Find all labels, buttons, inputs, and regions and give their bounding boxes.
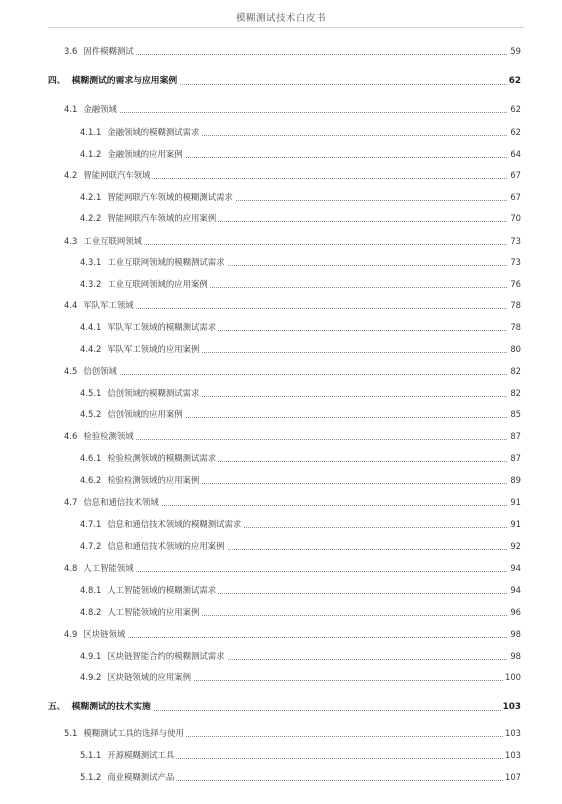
toc-entry-title: 信息和通信技术领域: [83, 497, 159, 507]
toc-entry-number: 4.2: [64, 170, 78, 180]
toc-entry[interactable]: [0, 605, 562, 619]
toc-leader-dots: [64, 637, 521, 638]
toc-entry-number: 4.9.2: [80, 672, 102, 682]
toc-entry[interactable]: [0, 670, 562, 684]
toc-entry[interactable]: [0, 320, 562, 334]
toc-entry-title: 检验检测领域的应用案例: [107, 475, 200, 485]
toc-entry-label: [64, 726, 186, 740]
toc-entry-title: 信息和通信技术领域的模糊测试需求: [107, 519, 242, 529]
toc-entry-title: 区块链领域的应用案例: [107, 672, 192, 682]
toc-entry-label: [64, 234, 144, 248]
toc-entry-title: 信息和通信技术领域的应用案例: [107, 541, 225, 551]
toc-entry-number: 4.4: [64, 300, 78, 310]
toc-page-number: 70: [510, 213, 521, 223]
toc-page-number: 94: [510, 563, 521, 573]
toc-entry-title: 智能网联汽车领域的模糊测试需求: [107, 192, 233, 202]
toc-entry[interactable]: [0, 473, 562, 487]
toc-entry[interactable]: [0, 517, 562, 531]
toc-entry-title: 军队军工领域的模糊测试需求: [107, 322, 217, 332]
toc-page-number: 87: [510, 431, 521, 441]
toc-entry-number: 4.3.2: [80, 279, 102, 289]
toc-entry-title: 商业模糊测试产品: [107, 772, 175, 782]
toc-entry-label: [80, 770, 176, 784]
toc-entry-title: 人工智能领域的应用案例: [107, 607, 200, 617]
toc-entry-title: 金融领域的模糊测试需求: [107, 127, 200, 137]
toc-entry[interactable]: [0, 726, 562, 740]
toc-page-number: 73: [510, 257, 521, 267]
toc-page-number: 76: [510, 279, 521, 289]
toc-page-number: 59: [510, 46, 521, 56]
toc-entry-number: 4.4.1: [80, 322, 102, 332]
toc-entry-label: [64, 495, 161, 509]
toc-entry-number: 五、: [48, 702, 66, 712]
toc-entry-title: 工业互联网领域的模糊测试需求: [107, 257, 225, 267]
toc-page-number: 87: [510, 453, 521, 463]
toc-entry-number: 四、: [48, 76, 66, 86]
toc-entry[interactable]: [0, 211, 562, 225]
toc-entry[interactable]: [0, 342, 562, 356]
toc-entry[interactable]: [0, 298, 562, 312]
toc-entry-title: 模糊测试工具的选择与使用: [83, 728, 184, 738]
toc-entry-number: 4.9: [64, 629, 78, 639]
toc-entry-title: 固件模糊测试: [83, 46, 134, 56]
toc-entry[interactable]: [0, 748, 562, 762]
toc-entry[interactable]: [0, 583, 562, 597]
toc-entry-title: 智能网联汽车领域的应用案例: [107, 213, 217, 223]
toc-entry-label: [80, 190, 235, 204]
toc-entry-label: [80, 407, 185, 421]
toc-entry-number: 4.6.2: [80, 475, 102, 485]
toc-entry[interactable]: [0, 561, 562, 575]
toc-page-number: 62: [508, 76, 521, 86]
toc-entry-number: 4.5: [64, 366, 78, 376]
toc-entry-title: 检验检测领域: [83, 431, 134, 441]
toc-entry-label: [80, 320, 218, 334]
toc-entry-number: 4.5.2: [80, 409, 102, 419]
toc-entry[interactable]: [0, 539, 562, 553]
toc-entry[interactable]: [0, 44, 562, 58]
toc-entry[interactable]: [0, 190, 562, 204]
toc-entry-title: 金融领域的应用案例: [107, 149, 183, 159]
toc-page-number: 91: [510, 497, 521, 507]
toc-entry[interactable]: [0, 277, 562, 291]
toc-page-number: 103: [502, 702, 521, 712]
toc-entry-number: 4.8.2: [80, 607, 102, 617]
toc-entry[interactable]: [0, 770, 562, 784]
toc-entry[interactable]: [0, 125, 562, 139]
toc-chapter-entry[interactable]: [0, 74, 562, 88]
toc-entry-title: 金融领域: [83, 104, 117, 114]
toc-entry-label: [80, 211, 218, 225]
toc-page-number: 94: [510, 585, 521, 595]
toc-page-number: 91: [510, 519, 521, 529]
toc-entry-label: [80, 125, 201, 139]
toc-entry-title: 人工智能领域的模糊测试需求: [107, 585, 217, 595]
toc-entry-label: [64, 364, 119, 378]
header-divider: [48, 27, 524, 28]
toc-entry-label: [80, 539, 227, 553]
toc-page-number: 80: [510, 344, 521, 354]
toc-entry-number: 5.1.2: [80, 772, 102, 782]
toc-entry[interactable]: [0, 495, 562, 509]
toc-page-number: 98: [510, 651, 521, 661]
toc-entry-label: [80, 517, 243, 531]
toc-entry-title: 信创领域: [83, 366, 117, 376]
toc-entry-title: 军队军工领域的应用案例: [107, 344, 200, 354]
toc-entry-label: [80, 386, 201, 400]
toc-entry[interactable]: [0, 627, 562, 641]
toc-entry-title: 区块链领域: [83, 629, 126, 639]
toc-page-number: 64: [510, 149, 521, 159]
toc-entry-label: [80, 255, 227, 269]
toc-entry-number: 4.4.2: [80, 344, 102, 354]
toc-page-number: 78: [510, 322, 521, 332]
toc-page-number: 85: [510, 409, 521, 419]
toc-page-number: 96: [510, 607, 521, 617]
toc-page-number: 98: [510, 629, 521, 639]
toc-entry-title: 信创领域的模糊测试需求: [107, 388, 200, 398]
page-header-title: 模糊测试技术白皮书: [235, 13, 326, 24]
toc-page-number: 107: [505, 772, 521, 782]
toc-page-number: 103: [505, 728, 521, 738]
toc-entry-number: 4.2.1: [80, 192, 102, 202]
toc-entry-title: 开源模糊测试工具: [107, 750, 175, 760]
toc-entry[interactable]: [0, 234, 562, 248]
toc-entry-number: 4.1.2: [80, 149, 102, 159]
toc-entry-title: 模糊测试的需求与应用案例: [71, 76, 178, 86]
toc-entry-number: 4.6.1: [80, 453, 102, 463]
toc-entry-number: 4.3.1: [80, 257, 102, 267]
toc-entry-title: 检验检测领域的模糊测试需求: [107, 453, 217, 463]
toc-entry-number: 5.1: [64, 728, 78, 738]
toc-page-number: 62: [510, 127, 521, 137]
toc-page-number: 67: [510, 170, 521, 180]
toc-entry-number: 4.7.1: [80, 519, 102, 529]
toc-page-number: 82: [510, 366, 521, 376]
toc-page-number: 62: [510, 104, 521, 114]
toc-entry-number: 4.9.1: [80, 651, 102, 661]
toc-leader-dots: [64, 112, 521, 113]
toc-entry-label: [80, 670, 193, 684]
toc-entry-number: 4.7.2: [80, 541, 102, 551]
toc-entry-title: 工业互联网领域的应用案例: [107, 279, 208, 289]
toc-entry-title: 模糊测试的技术实施: [71, 702, 151, 712]
toc-entry[interactable]: [0, 451, 562, 465]
toc-entry-label: [80, 342, 201, 356]
toc-entry-title: 人工智能领域: [83, 563, 134, 573]
toc-page-number: 78: [510, 300, 521, 310]
toc-entry[interactable]: [0, 168, 562, 182]
toc-entry[interactable]: [0, 407, 562, 421]
toc-page-number: 82: [510, 388, 521, 398]
toc-entry-label: [48, 700, 153, 714]
toc-entry-label: [80, 473, 201, 487]
toc-entry-label: [80, 748, 176, 762]
toc-entry-number: 4.8: [64, 563, 78, 573]
toc-entry-label: [64, 429, 136, 443]
toc-entry-label: [80, 605, 201, 619]
toc-entry-title: 信创领域的应用案例: [107, 409, 183, 419]
toc-page-number: 73: [510, 236, 521, 246]
toc-chapter-entry[interactable]: [0, 700, 562, 714]
toc-entry-label: [64, 561, 136, 575]
toc-entry-number: 4.8.1: [80, 585, 102, 595]
toc-page-number: 92: [510, 541, 521, 551]
toc-entry-label: [80, 277, 210, 291]
toc-entry[interactable]: [0, 255, 562, 269]
toc-entry-number: 4.1: [64, 104, 78, 114]
toc-page-number: 100: [505, 672, 521, 682]
toc-entry-label: [64, 627, 127, 641]
toc-entry-label: [80, 451, 218, 465]
toc-entry-number: 4.3: [64, 236, 78, 246]
toc-entry[interactable]: [0, 147, 562, 161]
toc-entry-label: [64, 168, 152, 182]
toc-entry[interactable]: [0, 429, 562, 443]
toc-entry[interactable]: [0, 386, 562, 400]
toc-entry-label: [48, 74, 179, 88]
toc-entry[interactable]: [0, 649, 562, 663]
toc-entry-label: [80, 147, 185, 161]
toc-entry-label: [64, 298, 136, 312]
toc-page-number: 67: [510, 192, 521, 202]
toc-page-number: 103: [505, 750, 521, 760]
toc-entry[interactable]: [0, 364, 562, 378]
toc-entry-number: 4.5.1: [80, 388, 102, 398]
toc-entry-number: 4.2.2: [80, 213, 102, 223]
toc-entry-label: [80, 649, 227, 663]
toc-entry-label: [64, 102, 119, 116]
toc-entry-number: 5.1.1: [80, 750, 102, 760]
toc-entry[interactable]: [0, 102, 562, 116]
toc-entry-title: 军队军工领域: [83, 300, 134, 310]
toc-entry-title: 智能网联汽车领域: [83, 170, 151, 180]
toc-entry-number: 3.6: [64, 46, 78, 56]
toc-page-number: 89: [510, 475, 521, 485]
toc-entry-title: 工业互联网领域: [83, 236, 142, 246]
toc-entry-number: 4.6: [64, 431, 78, 441]
toc-entry-label: [64, 44, 136, 58]
toc-entry-label: [80, 583, 218, 597]
toc-leader-dots: [64, 374, 521, 375]
toc-entry-number: 4.1.1: [80, 127, 102, 137]
toc-entry-title: 区块链智能合约的模糊测试需求: [107, 651, 225, 661]
toc-entry-number: 4.7: [64, 497, 78, 507]
